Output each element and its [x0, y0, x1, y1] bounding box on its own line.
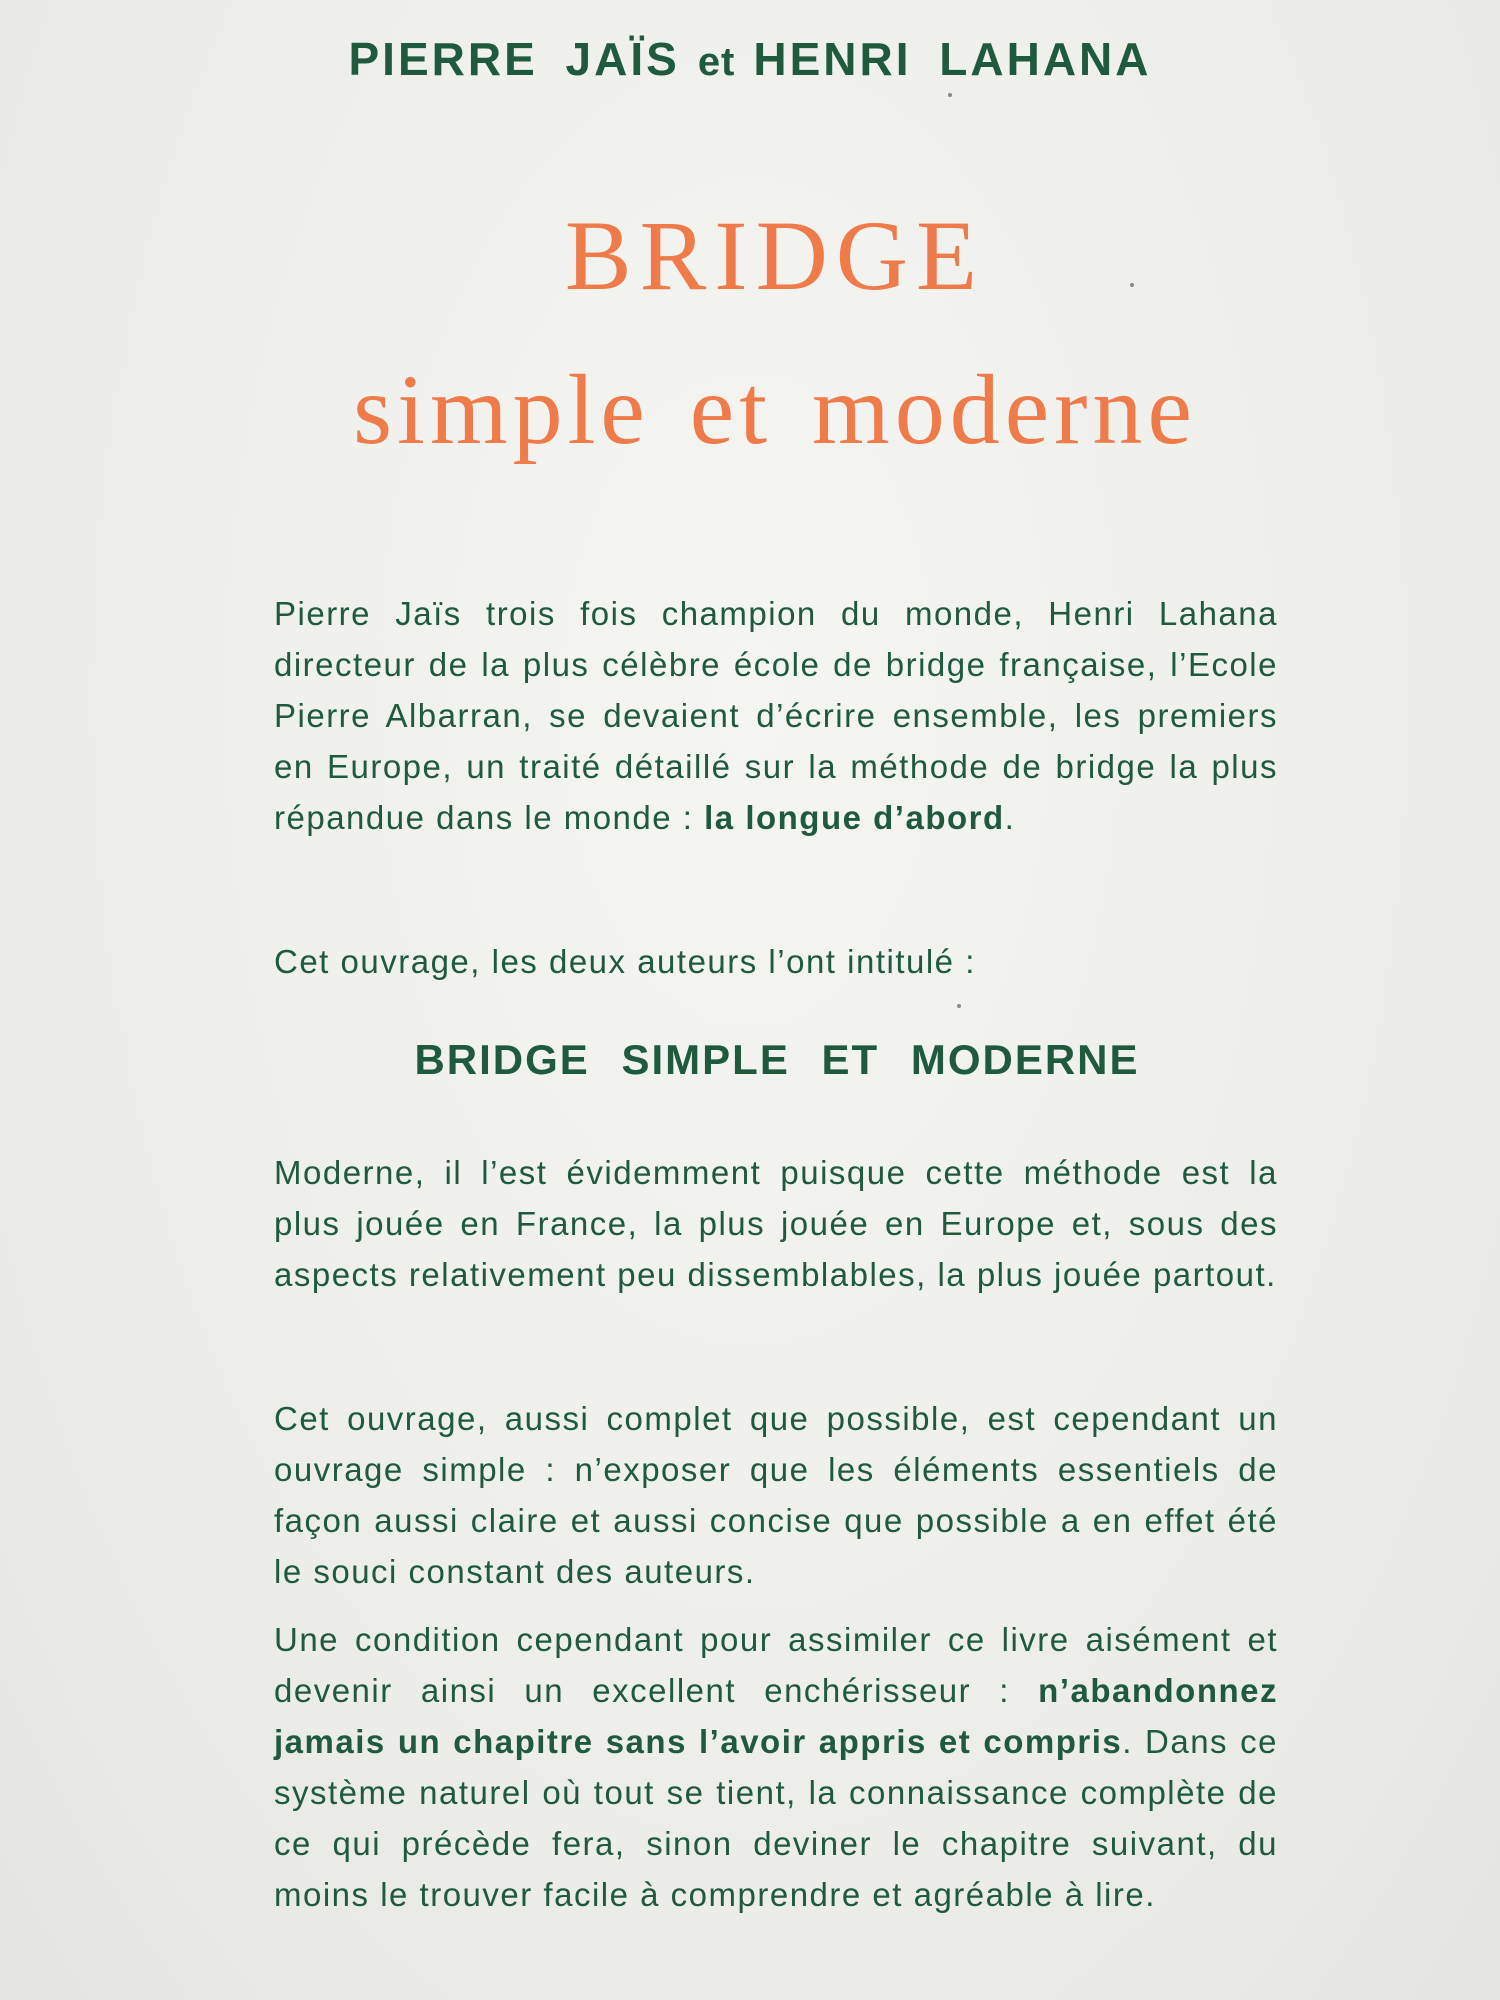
author-first: PIERRE JAÏS [348, 33, 680, 85]
condition-paragraph [274, 1614, 1278, 1920]
authors-line [0, 32, 1500, 86]
book-subtitle: BRIDGE SIMPLE ET MODERNE [414, 1036, 1140, 1083]
book-title-line1: BRIDGE [564, 200, 986, 311]
title-intro-paragraph: Cet ouvrage, les deux auteurs l’ont intitulé : [274, 943, 976, 980]
simple-paragraph: Cet ouvrage, aussi complet que possible, est cependant un ouvrage simple : n’exposer que les éléments essentiels de façon aussi claire et aussi concise que possible a en effet été le souci constant des auteurs. [274, 1400, 1278, 1590]
author-second: HENRI LAHANA [753, 33, 1152, 85]
intro-paragraph [274, 588, 1278, 843]
condition-end: . Dans ce système naturel où tout se tient, la connaissance complète de ce qui précède fera, sinon deviner le chapitre suivant, du moins le trouver facile à comprendre et agréable à lire. [274, 1723, 1278, 1913]
paper-speck [1130, 283, 1134, 287]
book-title-line2: simple et moderne [353, 354, 1197, 465]
condition-start: Une condition cependant pour assimiler ce livre aisément et devenir ainsi un excellent enchérisseur : [274, 1621, 1278, 1709]
intro-end: . [1004, 799, 1016, 836]
authors-connector: et [697, 40, 736, 84]
intro-bold: la longue d’abord [704, 799, 1005, 836]
paper-speck [948, 93, 952, 97]
modern-paragraph: Moderne, il l’est évidemment puisque cette méthode est la plus jouée en France, la plus jouée en Europe et, sous des aspects relativement peu dissemblables, la plus jouée partout. [274, 1154, 1278, 1293]
intro-text: Pierre Jaïs trois fois champion du monde, Henri Lahana directeur de la plus célèbre école de bridge française, l’Ecole Pierre Albarran, se devaient d’écrire ensemble, les premiers en Europe, un traité détaillé sur la méthode de bridge la plus répandue dans le monde : [274, 595, 1278, 836]
condition-bold: n’abandonnez jamais un chapitre sans l’avoir appris et compris [274, 1672, 1278, 1760]
paper-speck [957, 1004, 961, 1008]
